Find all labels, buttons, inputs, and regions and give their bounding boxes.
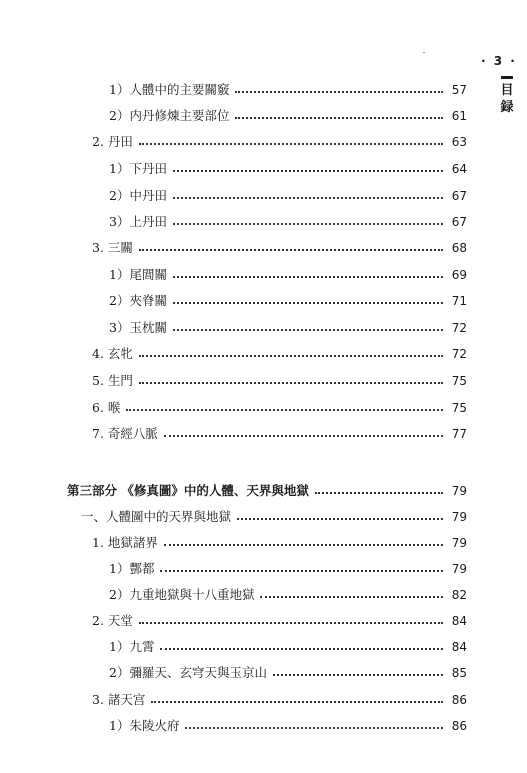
toc-part-heading[interactable] — [67, 481, 467, 501]
dot-leader — [173, 223, 443, 225]
toc-entry-page: 79 — [451, 484, 467, 498]
toc-entry-page: 64 — [451, 162, 467, 176]
dot-leader — [151, 701, 443, 703]
toc-entry[interactable] — [109, 186, 467, 206]
toc-entry-title: 1）人體中的主要關竅 — [109, 82, 230, 97]
dot-leader — [173, 329, 443, 331]
toc-entry[interactable] — [109, 106, 467, 126]
toc-entry-title: 1）尾閭關 — [109, 267, 167, 282]
dot-leader — [173, 170, 443, 172]
side-bar-mark — [501, 76, 513, 79]
toc-entry-page: 71 — [451, 294, 467, 308]
page-number: · 3 · — [481, 54, 517, 68]
toc-entry-page: 82 — [451, 588, 467, 602]
toc-entry-page: 72 — [451, 347, 467, 361]
toc-entry-title: 2. 丹田 — [92, 134, 133, 149]
toc-entry[interactable] — [109, 559, 467, 579]
toc-entry-title: 3. 諸天宫 — [92, 692, 146, 707]
toc-entry-page: 77 — [451, 427, 467, 441]
toc-entry[interactable] — [109, 265, 467, 285]
toc-entry[interactable] — [109, 663, 467, 683]
scan-speck — [423, 52, 425, 53]
toc-entry-title: 2）夾脊關 — [109, 293, 167, 308]
toc-entry[interactable] — [92, 690, 467, 710]
dot-leader — [139, 355, 443, 357]
toc-entry-page: 61 — [451, 109, 467, 123]
dot-leader — [160, 648, 443, 650]
toc-entry-title: 2. 天堂 — [92, 613, 133, 628]
toc-entry[interactable] — [109, 212, 467, 232]
toc-entry-page: 63 — [451, 135, 467, 149]
dot-leader — [139, 143, 443, 145]
toc-entry-page: 57 — [451, 83, 467, 97]
toc-entry[interactable] — [109, 637, 467, 657]
toc-entry-title: 2）中丹田 — [109, 188, 167, 203]
dot-leader — [260, 596, 443, 598]
toc-entry[interactable] — [92, 424, 467, 444]
toc-entry-page: 79 — [451, 510, 467, 524]
toc-entry-title: 1）九霄 — [109, 639, 155, 654]
toc-entry[interactable] — [109, 80, 467, 100]
toc-entry-page: 67 — [451, 189, 467, 203]
toc-entry-title: 1）下丹田 — [109, 161, 167, 176]
dot-leader — [139, 249, 443, 251]
toc-entry[interactable] — [109, 585, 467, 605]
toc-entry-title: 一、人體圖中的天界與地獄 — [81, 509, 232, 524]
dot-leader — [139, 382, 443, 384]
toc-entry[interactable] — [109, 318, 467, 338]
dot-leader — [139, 622, 443, 624]
toc-entry-title: 第三部分 《修真圖》中的人體、天界與地獄 — [67, 483, 309, 498]
dot-leader — [126, 409, 443, 411]
toc-entry[interactable] — [92, 132, 467, 152]
toc-entry-page: 84 — [451, 640, 467, 654]
dot-leader — [160, 570, 443, 572]
side-section-label — [499, 76, 515, 116]
dot-leader — [273, 674, 443, 676]
toc-entry-title: 7. 奇經八脈 — [92, 426, 158, 441]
toc-entry-title: 3）上丹田 — [109, 214, 167, 229]
dot-leader — [185, 727, 443, 729]
toc-entry-title: 3）玉枕關 — [109, 320, 167, 335]
toc-entry-page: 75 — [451, 374, 467, 388]
toc-entry[interactable] — [81, 507, 467, 527]
toc-entry-title: 2）九重地獄與十八重地獄 — [109, 587, 255, 602]
toc-entry-title: 2）彌羅天、玄穹天與玉京山 — [109, 665, 267, 680]
toc-entry-title: 6. 喉 — [92, 400, 121, 415]
toc-entry-page: 72 — [451, 321, 467, 335]
toc-entry-title: 5. 生門 — [92, 373, 133, 388]
toc-entry-page: 79 — [451, 562, 467, 576]
toc-entry-page: 68 — [451, 241, 467, 255]
toc-entry-page: 84 — [451, 614, 467, 628]
toc-entry[interactable] — [109, 159, 467, 179]
toc-entry-page: 79 — [451, 536, 467, 550]
toc-entry-page: 67 — [451, 215, 467, 229]
toc-entry[interactable] — [92, 611, 467, 631]
dot-leader — [235, 117, 443, 119]
toc-entry-title: 3. 三關 — [92, 240, 133, 255]
toc-entry[interactable] — [109, 716, 467, 736]
toc-entry-title: 1）酆都 — [109, 561, 155, 576]
dot-leader — [164, 544, 443, 546]
side-char-1: 目 — [500, 83, 514, 98]
dot-leader — [235, 91, 443, 93]
dot-leader — [164, 435, 443, 437]
dot-leader — [173, 302, 443, 304]
toc-entry-title: 4. 玄牝 — [92, 346, 133, 361]
toc-entry[interactable] — [92, 533, 467, 553]
toc-entry[interactable] — [109, 291, 467, 311]
toc-entry[interactable] — [92, 238, 467, 258]
dot-leader — [237, 518, 443, 520]
toc-entry[interactable] — [92, 344, 467, 364]
toc-entry-page: 86 — [451, 719, 467, 733]
toc-entry-page: 69 — [451, 268, 467, 282]
dot-leader — [315, 492, 443, 494]
toc-entry-page: 85 — [451, 666, 467, 680]
toc-entry-title: 1）朱陵火府 — [109, 718, 180, 733]
dot-leader — [173, 276, 443, 278]
toc-entry-page: 75 — [451, 401, 467, 415]
toc-entry-title: 1. 地獄諸界 — [92, 535, 158, 550]
toc-entry[interactable] — [92, 371, 467, 391]
toc-entry-title: 2）内丹修煉主要部位 — [109, 108, 230, 123]
dot-leader — [173, 197, 443, 199]
side-char-2: 録 — [500, 100, 514, 115]
toc-entry-page: 86 — [451, 693, 467, 707]
toc-entry[interactable] — [92, 398, 467, 418]
